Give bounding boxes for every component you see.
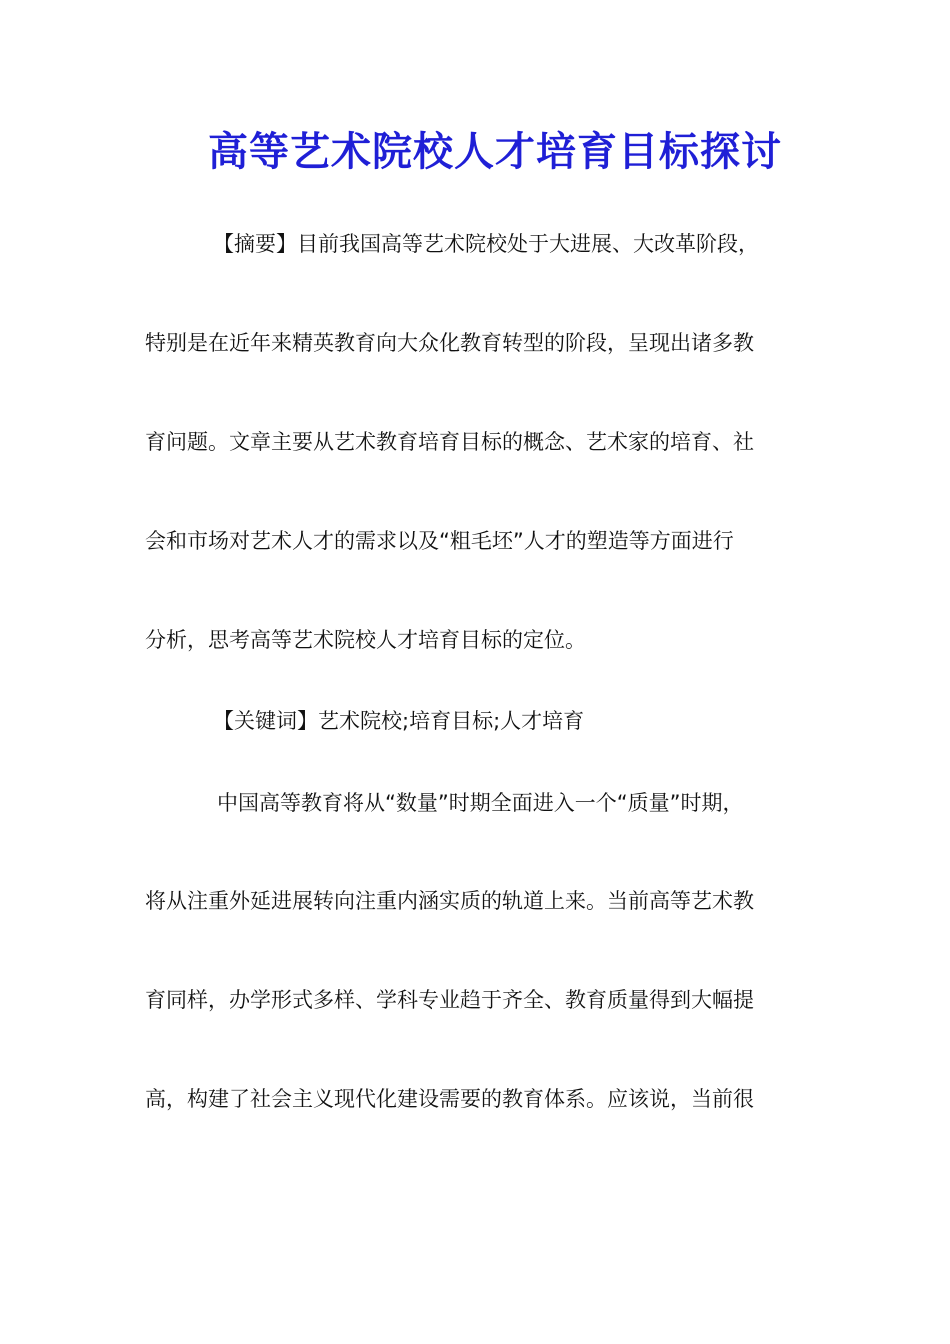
keywords-line: 【关键词】艺术院校;培育目标;人才培育 <box>213 709 585 733</box>
document-title: 高等艺术院校人才培育目标探讨 <box>208 128 782 175</box>
body-line-4: 高，构建了社会主义现代化建设需要的教育体系。应该说，当前很 <box>145 1087 754 1111</box>
abstract-line-1: 【摘要】目前我国高等艺术院校处于大进展、大改革阶段， <box>213 232 759 256</box>
abstract-line-5: 分析，思考高等艺术院校人才培育目标的定位。 <box>145 628 586 652</box>
abstract-line-4: 会和市场对艺术人才的需求以及“粗毛坯”人才的塑造等方面进行 <box>145 529 734 553</box>
abstract-line-3: 育问题。文章主要从艺术教育培育目标的概念、艺术家的培育、社 <box>145 430 754 454</box>
body-line-2: 将从注重外延进展转向注重内涵实质的轨道上来。当前高等艺术教 <box>145 889 754 913</box>
body-line-1: 中国高等教育将从“数量”时期全面进入一个“质量”时期， <box>217 791 744 815</box>
body-line-3: 育同样，办学形式多样、学科专业趋于齐全、教育质量得到大幅提 <box>145 988 754 1012</box>
abstract-line-2: 特别是在近年来精英教育向大众化教育转型的阶段，呈现出诸多教 <box>145 331 754 355</box>
